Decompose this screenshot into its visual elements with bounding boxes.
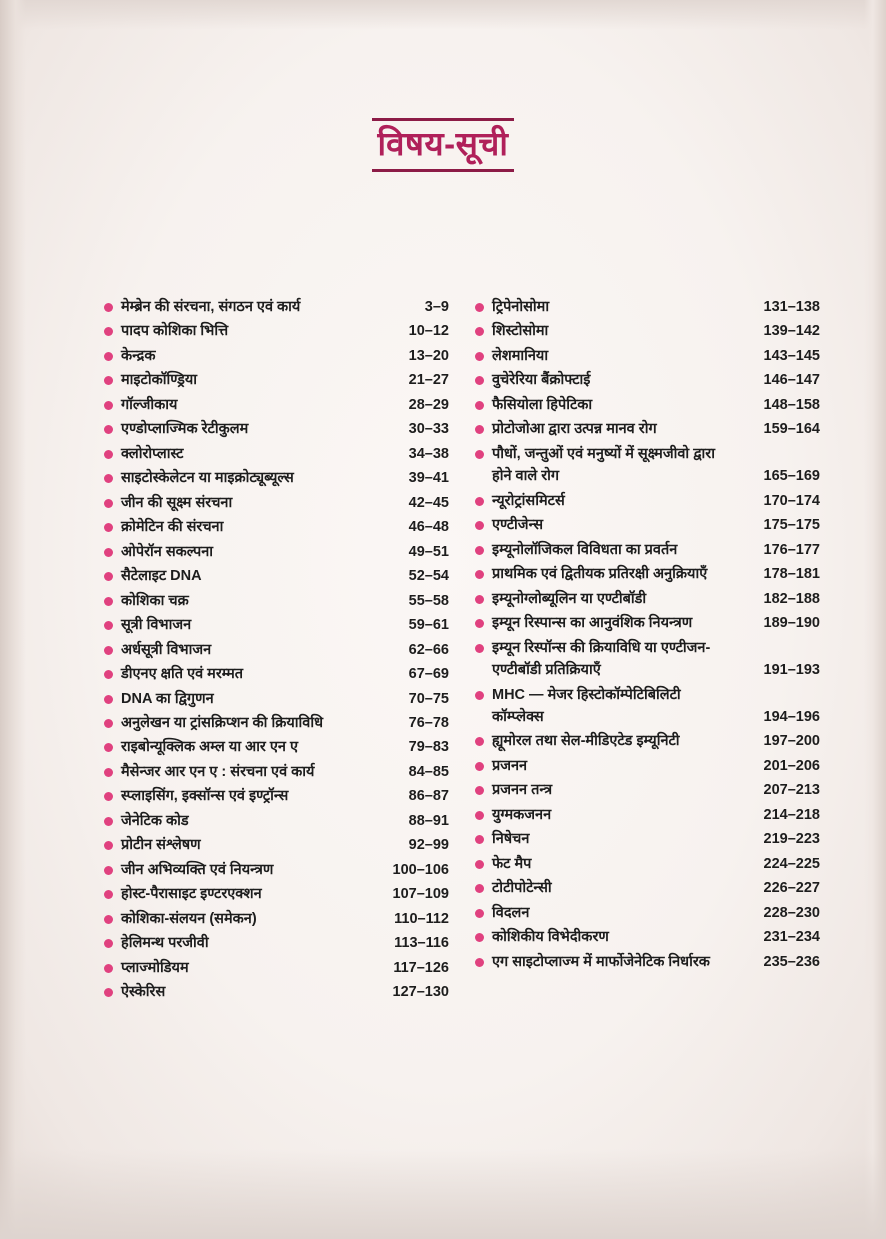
bullet-icon [104,768,113,777]
toc-entry-label: वुचेरेरिया बैंक्रोफ्टाई [492,372,591,389]
toc-entry-label: विदलन [492,904,530,921]
list-item[interactable] [475,490,820,512]
toc-entry-label: डीएनए क्षति एवं मरम्मत [121,666,244,683]
bullet-icon [104,548,113,557]
bullet-icon [475,521,484,530]
toc-entry-pages: 219–223 [763,831,820,848]
toc-entry-label: केन्द्रक [121,347,156,364]
bullet-icon [104,695,113,704]
toc-entry-pages: 178–181 [763,566,820,583]
bullet-icon [104,743,113,752]
toc-entry-label: मैसेन्जर आर एन ए : संरचना एवं कार्य [121,763,315,780]
bullet-icon [475,909,484,918]
toc-entry-label: साइटोस्केलेटन या माइक्रोट्यूब्यूल्स [121,470,294,487]
toc-entry-label: युग्मकजनन [492,806,552,823]
toc-entry-pages: 62–66 [408,641,449,658]
bullet-icon [104,303,113,312]
page-edge-bottom [0,1149,886,1239]
list-item[interactable] [475,612,820,634]
bullet-icon [104,523,113,532]
toc-entry-label: निषेचन [492,831,530,848]
toc-entry-pages: 143–145 [763,347,820,364]
bullet-icon [475,303,484,312]
bullet-icon [104,866,113,875]
bullet-icon [475,884,484,893]
toc-entry-pages: 70–75 [408,690,449,707]
toc-entry-pages: 139–142 [763,323,820,340]
toc-entry-pages: 13–20 [408,347,449,364]
page-edge-left [0,0,26,1239]
toc-entry-pages: 10–12 [408,323,449,340]
bullet-icon [104,792,113,801]
bullet-icon [475,497,484,506]
list-item[interactable] [104,296,449,318]
bullet-icon [104,988,113,997]
toc-entry-pages: 34–38 [408,445,449,462]
list-item[interactable] [104,639,449,661]
toc-entry-label: कोशिकीय विभेदीकरण [492,929,609,946]
list-item[interactable] [104,761,449,783]
toc-entry-pages: 39–41 [408,470,449,487]
list-item[interactable] [475,443,820,488]
toc-entry-pages: 21–27 [408,372,449,389]
list-item[interactable] [475,926,820,948]
bullet-icon [475,425,484,434]
bullet-icon [104,376,113,385]
list-item[interactable] [475,902,820,924]
toc-entry-label: ओपेरॉन सकल्पना [121,543,214,560]
bullet-icon [475,376,484,385]
list-item[interactable] [104,345,449,367]
toc-entry-pages: 30–33 [408,421,449,438]
bullet-icon [104,352,113,361]
bullet-icon [104,646,113,655]
list-item[interactable] [475,877,820,899]
bullet-icon [475,737,484,746]
toc-entry-label: इम्यून रिस्पान्स का आनुवंशिक नियन्त्रण [492,615,693,632]
toc-entry-label: पादप कोशिका भित्ति [121,323,229,340]
toc-entry-pages: 207–213 [763,782,820,799]
toc-entry-pages: 189–190 [763,615,820,632]
toc-entry-label: टोटीपोटेन्सी [492,880,552,897]
toc-entry-pages: 201–206 [763,757,820,774]
toc-entry-label: जीन की सूक्ष्म संरचना [121,494,233,511]
bullet-icon [104,719,113,728]
list-item[interactable] [475,853,820,875]
bullet-icon [104,670,113,679]
list-item[interactable] [475,828,820,850]
list-item[interactable] [475,588,820,610]
page-title: विषय-सूची [372,118,515,172]
toc-entry-pages: 79–83 [408,739,449,756]
toc-entry-pages: 176–177 [763,541,820,558]
bullet-icon [104,327,113,336]
toc-entry-pages: 191–193 [763,662,820,679]
toc-entry-label: शिस्टोसोमा [492,323,549,340]
list-item[interactable] [475,951,820,973]
toc-entry-label: इम्यूनोलॉजिकल विविधता का प्रवर्तन [492,541,678,558]
toc-entry-label: प्राथमिक एवं द्वितीयक प्रतिरक्षी अनुक्रियाएँ [492,566,708,583]
toc-entry-pages: 110–112 [394,910,449,927]
page-edge-top [0,0,886,30]
page-edge-right [864,0,886,1239]
toc-entry-pages: 117–126 [393,959,449,976]
bullet-icon [475,860,484,869]
bullet-icon [104,425,113,434]
toc-entry-label: जेनेटिक कोड [121,812,189,829]
bullet-icon [104,401,113,410]
bullet-icon [104,964,113,973]
toc-entry-label: न्यूरोट्रांसमिटर्स [492,492,565,509]
toc-entry-label: स्प्लाइसिंग, इक्सॉन्स एवं इण्ट्रॉन्स [121,788,289,805]
list-item[interactable] [104,394,449,416]
list-item[interactable] [104,663,449,685]
list-item[interactable] [104,908,449,930]
toc-entry-label: हेलिमन्थ परजीवी [121,935,209,952]
toc-entry-pages: 228–230 [763,904,820,921]
toc-entry-label: अर्धसूत्री विभाजन [121,641,212,658]
toc-entry-label: DNA का द्विगुणन [121,690,214,707]
toc-column-left [104,296,449,1006]
list-item[interactable] [475,637,820,682]
list-item[interactable] [104,981,449,1003]
toc-entry-pages: 67–69 [408,666,449,683]
toc-entry-label: MHC — मेजर हिस्टोकॉम्पेटिबिलिटी कॉम्प्लेक्स [492,686,681,725]
list-item[interactable] [475,320,820,342]
bullet-icon [475,619,484,628]
toc-entry-label: प्रजनन तन्त्र [492,782,553,799]
bullet-icon [475,786,484,795]
list-item[interactable] [104,859,449,881]
toc-entry-pages: 175–175 [763,517,820,534]
list-item[interactable] [475,563,820,585]
bullet-icon [475,762,484,771]
bullet-icon [475,691,484,700]
bullet-icon [475,595,484,604]
toc-entry-label: लेशमानिया [492,347,549,364]
toc-entry-pages: 113–116 [394,935,449,952]
toc-entry-label: प्रजनन [492,757,528,774]
toc-entry-label: ह्यूमोरल तथा सेल-मीडिएटेड इम्यूनिटी [492,733,680,750]
list-item[interactable] [475,369,820,391]
toc-entry-label: अनुलेखन या ट्रांसक्रिप्शन की क्रियाविधि [121,714,324,731]
bullet-icon [475,933,484,942]
toc-entry-label: जीन अभिव्यक्ति एवं नियन्त्रण [121,861,274,878]
list-item[interactable] [104,834,449,856]
toc-entry-label: गॉल्जीकाय [121,396,178,413]
bullet-icon [104,841,113,850]
toc-entry-pages: 42–45 [408,494,449,511]
toc-entry-pages: 146–147 [763,372,820,389]
bullet-icon [104,939,113,948]
toc-entry-label: इम्यून रिस्पॉन्स की क्रियाविधि या एण्टीजन-एण्टीबॉडी प्रतिक्रियाएँ [492,639,711,679]
list-item[interactable] [104,590,449,612]
toc-entry-label: पौधों, जन्तुओं एवं मनुष्यों में सूक्ष्मजीवो द्वारा होने वाले रोग [492,445,715,485]
list-item[interactable] [475,514,820,536]
bullet-icon [104,499,113,508]
bullet-icon [104,474,113,483]
bullet-icon [475,352,484,361]
list-item[interactable] [475,804,820,826]
toc-entry-pages: 159–164 [763,421,820,438]
list-item[interactable] [104,932,449,954]
list-item[interactable] [475,418,820,440]
toc-entry-pages: 235–236 [763,953,820,970]
toc-entry-pages: 165–169 [763,468,820,485]
toc-entry-pages: 86–87 [408,788,449,805]
bullet-icon [104,621,113,630]
toc-entry-pages: 107–109 [392,886,449,903]
list-item[interactable] [475,394,820,416]
toc-entry-label: एण्टीजेन्स [492,517,544,534]
bullet-icon [475,327,484,336]
toc-entry-pages: 170–174 [763,492,820,509]
toc-entry-label: प्लाज्मोडियम [121,959,189,976]
toc-entry-label: राइबोन्यूक्लिक अम्ल या आर एन ए [121,739,298,756]
toc-entry-label: सूत्री विभाजन [121,617,192,634]
toc-entry-pages: 214–218 [763,806,820,823]
list-item[interactable] [104,516,449,538]
toc-entry-label: फैसियोला हिपेटिका [492,396,593,413]
bullet-icon [475,401,484,410]
list-item[interactable] [104,541,449,563]
bullet-icon [475,570,484,579]
bullet-icon [475,450,484,459]
page-title-container [0,118,886,172]
toc-entry-pages: 131–138 [763,299,820,315]
bullet-icon [104,572,113,581]
bullet-icon [475,644,484,653]
table-of-contents [104,296,820,1006]
toc-entry-label: सैटेलाइट DNA [121,568,202,585]
toc-entry-label: कोशिका-संलयन (समेकन) [121,910,257,927]
bullet-icon [475,958,484,967]
toc-entry-label: ट्रिपेनोसोमा [492,299,550,315]
toc-entry-label: कोशिका चक्र [121,592,189,609]
toc-entry-pages: 182–188 [763,590,820,607]
toc-entry-pages: 3–9 [424,299,449,315]
toc-entry-pages: 59–61 [408,617,449,634]
list-item[interactable] [104,736,449,758]
bullet-icon [104,597,113,606]
toc-entry-pages: 100–106 [392,861,449,878]
toc-entry-pages: 46–48 [408,519,449,536]
list-item[interactable] [475,345,820,367]
list-item[interactable] [104,614,449,636]
toc-entry-label: इम्यूनोग्लोब्यूलिन या एण्टीबॉडी [492,590,647,607]
list-item[interactable] [104,369,449,391]
toc-entry-label: ऐस्केरिस [121,984,166,1001]
toc-entry-label: क्रोमेटिन की संरचना [121,519,224,536]
bullet-icon [104,890,113,899]
toc-entry-label: प्रोटीन संश्लेषण [121,837,201,854]
toc-entry-label: एग साइटोप्लाज्म में मार्फोजेनेटिक निर्धारक [492,953,710,970]
toc-entry-pages: 231–234 [763,929,820,946]
bullet-icon [104,915,113,924]
list-item[interactable] [475,730,820,752]
toc-entry-pages: 55–58 [408,592,449,609]
list-item[interactable] [475,779,820,801]
toc-entry-pages: 76–78 [408,714,449,731]
toc-entry-pages: 52–54 [408,568,449,585]
toc-entry-label: फेट मैप [492,855,532,872]
toc-entry-pages: 194–196 [763,708,820,725]
list-item[interactable] [475,296,820,318]
list-item[interactable] [104,785,449,807]
toc-entry-label: मेम्ब्रेन की संरचना, संगठन एवं कार्य [121,299,301,315]
toc-entry-label: प्रोटोजोआ द्वारा उत्पन्न मानव रोग [492,421,657,438]
toc-entry-pages: 28–29 [408,396,449,413]
list-item[interactable] [104,320,449,342]
toc-entry-label: होस्ट-पैरासाइट इण्टरएक्शन [121,886,262,903]
toc-column-right [475,296,820,1006]
bullet-icon [104,450,113,459]
list-item[interactable] [104,443,449,465]
toc-entry-pages: 226–227 [763,880,820,897]
list-item[interactable] [104,688,449,710]
toc-entry-label: क्लोरोप्लास्ट [121,445,184,462]
toc-entry-pages: 92–99 [408,837,449,854]
list-item[interactable] [104,883,449,905]
toc-entry-pages: 224–225 [763,855,820,872]
bullet-icon [475,811,484,820]
list-item[interactable] [104,492,449,514]
toc-entry-pages: 148–158 [763,396,820,413]
toc-entry-pages: 49–51 [408,543,449,560]
list-item[interactable] [475,539,820,561]
list-item[interactable] [104,810,449,832]
list-item[interactable] [104,467,449,489]
list-item[interactable] [104,957,449,979]
toc-entry-pages: 84–85 [408,763,449,780]
list-item[interactable] [104,418,449,440]
list-item[interactable] [104,712,449,734]
bullet-icon [104,817,113,826]
bullet-icon [475,546,484,555]
list-item[interactable] [104,565,449,587]
toc-entry-label: माइटोकॉण्ड्रिया [121,372,198,389]
bullet-icon [475,835,484,844]
list-item[interactable] [475,755,820,777]
toc-entry-pages: 88–91 [408,812,449,829]
list-item[interactable] [475,684,820,729]
toc-entry-label: एण्डोप्लाज्मिक रेटीकुलम [121,421,249,438]
toc-entry-pages: 197–200 [763,733,820,750]
toc-entry-pages: 127–130 [392,984,449,1001]
